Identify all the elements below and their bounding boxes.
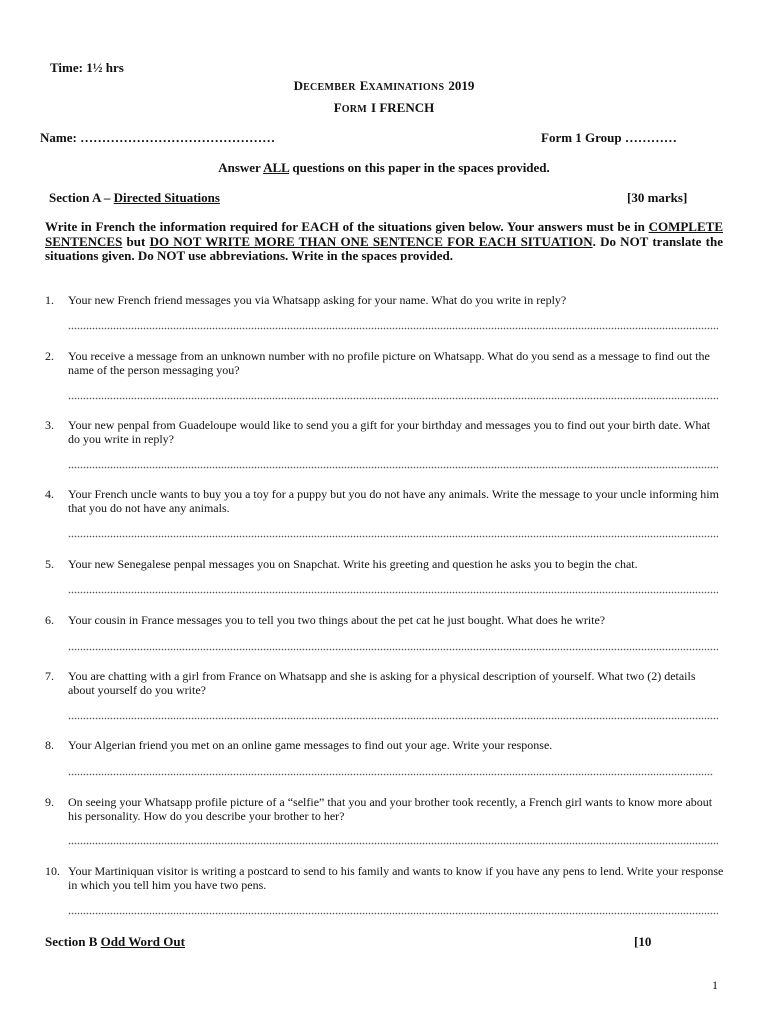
section-b-heading: Section B Odd Word Out	[45, 934, 185, 949]
answer-line-4[interactable]	[68, 532, 718, 540]
question-number: 7.	[45, 669, 54, 683]
question-number: 8.	[45, 738, 54, 752]
question-4	[45, 487, 725, 515]
question-number: 10.	[45, 864, 60, 878]
answer-line-3[interactable]	[68, 463, 718, 471]
section-a-heading: Section A – Directed Situations	[49, 190, 220, 205]
question-number: 4.	[45, 487, 54, 501]
question-text: Your new French friend messages you via Whatsapp asking for your name. What do you write in reply?	[68, 293, 567, 307]
question-text: Your Martiniquan visitor is writing a postcard to send to his family and wants to know if you have any pens to lend. Write your response in which you tell him you have two pens.	[68, 864, 724, 892]
answer-line-8[interactable]	[68, 770, 713, 778]
form-title: FORM I FRENCH	[333, 100, 435, 115]
question-number: 9.	[45, 795, 54, 809]
question-text: Your new Senegalese penpal messages you on Snapchat. Write his greeting and question he asks you to begin the chat.	[68, 557, 638, 571]
question-number: 6.	[45, 613, 54, 627]
answer-line-10[interactable]	[68, 909, 718, 917]
answer-line-7[interactable]	[68, 714, 718, 722]
question-text: Your new penpal from Guadeloupe would like to send you a gift for your birthday and messages you to find out your birth date. What do you write in reply?	[68, 418, 711, 446]
question-3	[45, 418, 725, 446]
name-field: Name: ………………………………………	[40, 130, 276, 145]
question-8	[45, 738, 725, 752]
group-field: Form 1 Group …………	[541, 130, 677, 145]
question-6	[45, 613, 725, 627]
answer-line-9[interactable]	[68, 839, 718, 847]
question-text: On seeing your Whatsapp profile picture of a “selfie” that you and your brother took recently, a French girl wants to know more about his personality. How do you describe your brother to her?	[68, 795, 713, 823]
section-a-marks: [30 marks]	[627, 190, 688, 205]
question-number: 1.	[45, 293, 54, 307]
question-text: Your Algerian friend you met on an online game messages to find out your age. Write your response.	[68, 738, 553, 752]
question-7	[45, 669, 725, 697]
answer-line-1[interactable]	[68, 324, 718, 332]
question-number: 2.	[45, 349, 54, 363]
question-text: Your French uncle wants to buy you a toy for a puppy but you do not have any animals. Write the message to your uncle informing him that you do not have any animals.	[68, 487, 719, 515]
question-number: 3.	[45, 418, 54, 432]
exam-title: DECEMBER EXAMINATIONS 2019	[293, 78, 475, 93]
answer-line-6[interactable]	[68, 645, 718, 653]
section-b-marks: [10	[634, 934, 652, 949]
question-2	[45, 349, 725, 377]
question-text: You are chatting with a girl from France on Whatsapp and she is asking for a physical description of yourself. What two (2) details about yourself do you write?	[68, 669, 696, 697]
question-number: 5.	[45, 557, 54, 571]
answer-line-2[interactable]	[68, 394, 718, 402]
question-1	[45, 293, 725, 307]
page-number: 1	[712, 978, 718, 992]
question-10	[45, 864, 725, 892]
question-9	[45, 795, 725, 823]
question-text: You receive a message from an unknown number with no profile picture on Whatsapp. What do you send as a message to find out the name of the person messaging you?	[68, 349, 710, 377]
question-text: Your cousin in France messages you to tell you two things about the pet cat he just bought. What does he write?	[68, 613, 606, 627]
section-a-instructions: Write in French the information required for EACH of the situations given below. Your answers must be in COMPLETE SENTENCES but DO NOT WRITE MORE THAN ONE SENTENCE FOR EACH SITUATION. Do NOT translate the situations given. Do NOT use abbreviations. Write in the spaces provided.	[45, 219, 723, 263]
answer-line-5[interactable]	[68, 588, 718, 596]
general-instruction: Answer ALL questions on this paper in the spaces provided.	[218, 160, 550, 175]
time-allowed: Time: 1½ hrs	[50, 60, 124, 75]
question-5	[45, 557, 725, 571]
